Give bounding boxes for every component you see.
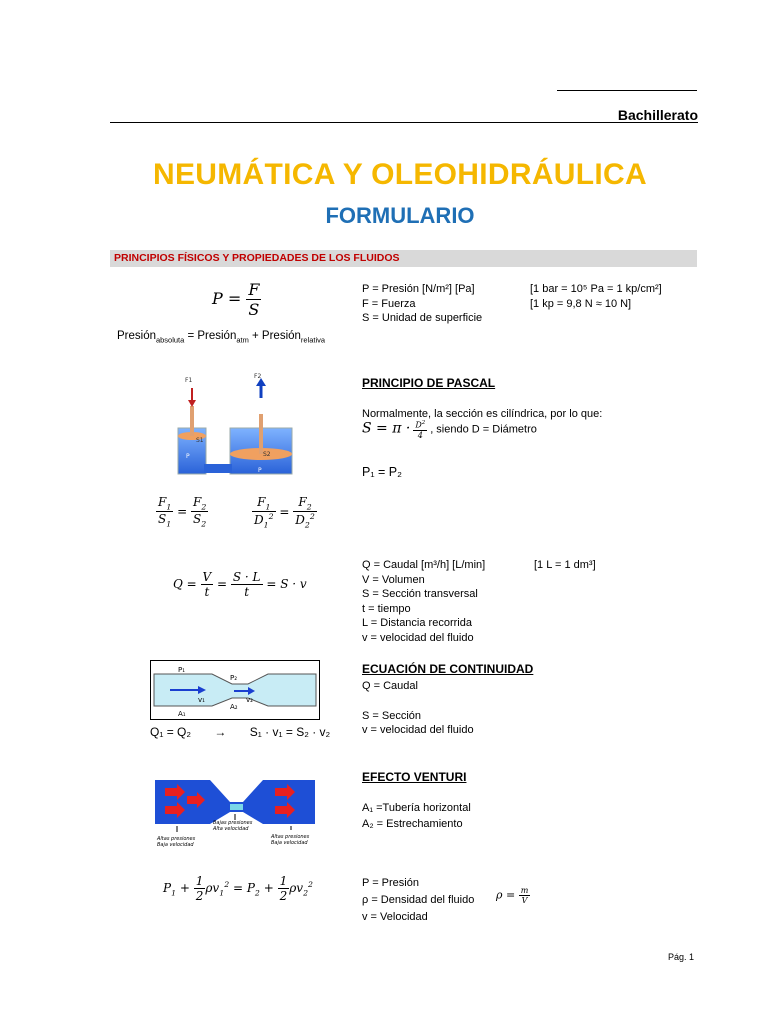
conversion-kp: [1 kp = 9,8 N ≈ 10 N] [530,297,632,310]
section-band [110,250,697,267]
label-p2: P₂ [230,674,238,682]
flow-def-q: Q = Caudal [m³/h] [L/min] [362,559,486,571]
flow-definitions [362,558,485,645]
pressure-def-f: F = Fuerza [362,297,416,310]
diameter-note: , siendo D = Diámetro [430,423,537,436]
page-title: NEUMÁTICA Y OLEOHIDRÁULICA [153,158,647,191]
flow-def-v: V = Volumen [362,573,425,586]
label-f2: F2 [254,373,262,380]
rel-sub: relativa [300,335,325,345]
label-a2: A₂ [230,703,238,711]
atm-sub: atm [236,335,249,345]
high-velocity-label: Alta velocidad [213,826,249,832]
force-f1-arrowhead [188,400,196,407]
pressure-formula: P = $\frac{F}{S}$ [212,280,260,319]
label-f1: F1 [185,377,193,384]
bernoulli-def-v: v = Velocidad [362,911,428,923]
pascal-ratio-diameter: $\frac{F_1}{D_1^2}$ = $\frac{F_2}{D_2^2}$ [254,495,315,530]
abs-pressure-word: Presión [117,330,156,342]
flow-conversion: [1 L = 1 dm³] [534,559,596,571]
conversion-bar: [1 bar = 10⁵ Pa = 1 kp/cm²] [530,283,662,295]
continuity-def-q: Q = Caudal [362,680,418,692]
label-v2: v₂ [246,696,253,704]
continuity-heading: ECUACIÓN DE CONTINUIDAD [362,662,534,676]
pressure-conversions [530,282,662,311]
pascal-equality: P₁ = P₂ [362,465,402,479]
label-v1: v₁ [198,696,205,704]
label-p1: P₁ [178,666,186,674]
small-rod [190,406,194,436]
section-formula: S = π · $\frac{D^2}{4}$ , siendo D = Diámetro [362,420,537,440]
high-pressure-label-left: Altas presiones [157,836,196,842]
bernoulli-def-rho: ρ = Densidad del fluido [362,894,475,906]
flow-def-l: L = Distancia recorrida [362,617,472,629]
flow-def-s: S = Sección transversal [362,588,478,600]
venturi-effect-diagram [155,780,315,850]
continuity-def-s: S = Sección [362,710,422,722]
page-number: Pág. 1 [668,952,695,962]
label-p-right: P [258,467,262,474]
page-subtitle: FORMULARIO [325,203,475,228]
continuity-arrow: → [214,725,227,739]
low-pressure-label: Bajas presiones [213,820,253,826]
label-s2: S2 [263,451,271,458]
pressure-definitions [362,282,482,326]
continuity-eq-right: S₁ · v₁ = S₂ · v₂ [249,725,331,739]
venturi-def-a1: A₁ =Tubería horizontal [362,802,471,814]
venturi-heading: EFECTO VENTURI [362,770,467,784]
connecting-pipe [204,464,232,473]
label-p-left: P [186,453,190,460]
abs-sub: absoluta [156,335,185,345]
pascal-heading: PRINCIPIO DE PASCAL [362,376,496,390]
venturi-throat [230,804,243,810]
absolute-pressure-eq [117,330,325,344]
high-pressure-label-right: Altas presiones [271,834,310,840]
venturi-def-a2: A₂ = Estrechamiento [362,818,463,830]
flow-def-t: t = tiempo [362,602,411,615]
large-rod [259,414,263,454]
bernoulli-formula: $P_1$ + $\frac{1}{2}$ $\rho v_1^2 = P_2$ + $\frac{1}{2}$ $\rho v_2^2$ [163,874,313,903]
continuity-pipe-diagram [150,660,320,720]
pressure-def-p: P = Presión [N/m²] [Pa] [362,283,475,295]
header-top-rule [557,90,697,91]
header-rule [110,122,698,123]
low-velocity-label-left: Baja velocidad [157,842,194,848]
density-formula: ρ = $\frac{m}{V}$ [496,886,529,905]
pascal-ratio-area: $\frac{F_1}{S_1}$ = $\frac{F_2}{S_2}$ [158,495,207,529]
flow-formula: Q = $\frac{V}{t}$ = $\frac{S \cdot L}{t}$ = S · v [173,570,307,599]
flow-def-velocity: v = velocidad del fluido [362,631,474,644]
pressure-def-s: S = Unidad de superficie [362,312,483,324]
rel-plus: + Presión [248,330,301,342]
label-a1: A₁ [178,710,186,718]
continuity-equation [150,725,330,739]
continuity-def-v: v = velocidad del fluido [362,724,474,736]
pascal-press-diagram [160,370,310,480]
level-label: Bachillerato [617,107,698,123]
bernoulli-def-p: P = Presión [362,877,419,889]
abs-eq: = Presión [184,330,237,342]
pascal-text: Normalmente, la sección es cilíndrica, por lo que: [362,408,603,420]
label-s1: S1 [196,437,204,444]
continuity-eq-left: Q₁ = Q₂ [150,725,192,739]
low-velocity-label-right: Baja velocidad [271,840,308,846]
section-band-label: PRINCIPIOS FÍSICOS Y PROPIEDADES DE LOS FLUIDOS [114,252,400,264]
